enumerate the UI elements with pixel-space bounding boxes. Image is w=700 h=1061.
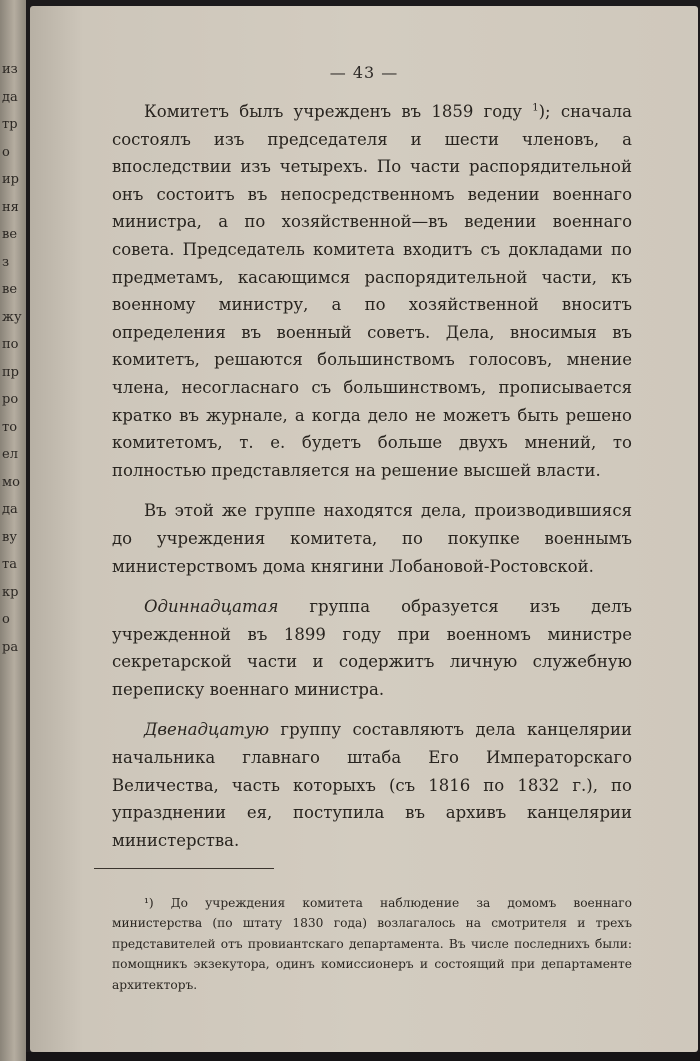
left-page-text-fragment: ня: [2, 199, 19, 215]
left-page-text-fragment: ел: [2, 447, 18, 462]
left-page-text-fragment: тр: [2, 117, 18, 132]
left-page-text-fragment: из: [2, 62, 18, 77]
paragraph: [112, 98, 632, 484]
left-page-text-fragment: то: [2, 419, 18, 435]
left-page-text-fragment: з: [2, 254, 10, 270]
emphasis-text: Двенадцатую: [144, 720, 270, 740]
paragraph-text: Комитетъ былъ учрежденъ въ 1859 году: [144, 102, 533, 121]
left-page-text-fragment: да: [2, 502, 18, 517]
left-page-text-fragment: мо: [2, 474, 20, 490]
footnote-separator: [94, 868, 274, 869]
left-page-text-fragment: о: [2, 612, 10, 627]
left-page-text-fragment: та: [2, 557, 17, 572]
paragraph-text: Въ этой же группе находятся дела, производившияся до учреждения комитета, по покупке военнымъ министерствомъ дома княгини Лобановой-Ростовской.: [112, 501, 632, 576]
paragraph: [112, 497, 632, 580]
footnote-marker: 1: [532, 102, 539, 114]
left-page-text-fragment: о: [2, 144, 10, 160]
paragraph: [112, 716, 632, 854]
paragraph: [112, 593, 632, 703]
paragraph-text: группу составляютъ дела канцелярии начальника главнаго штаба Его Императорскаго Величества, часть которыхъ (съ 1816 по 1832 г.), по упразднении ея, поступила въ архивъ канцелярии министерства.: [112, 720, 632, 850]
left-page-text-fragment: ве: [2, 282, 18, 297]
paragraph-text: группа образуется изъ делъ учрежденной въ 1899 году при военномъ министре секретарской части и содержитъ личную служебную переписку военнаго министра.: [112, 597, 632, 699]
footnote: ¹) До учреждения комитета наблюдение за домомъ военнаго министерства (по штату 1830 года) возлагалось на смотрителя и трехъ представителей отъ провиантскаго департамента. Въ числе последнихъ были: помощникъ экзекутора, одинъ комиссионеръ и состоящий при департаменте архитекторъ.: [112, 896, 632, 992]
adjacent-left-page: [0, 0, 26, 1061]
book-page: [30, 6, 698, 1052]
body-text: [112, 98, 632, 867]
emphasis-text: Одиннадцатая: [144, 597, 279, 617]
left-page-text-fragment: ву: [2, 529, 17, 545]
paragraph-text: ); сначала состоялъ изъ председателя и шести членовъ, а впоследствии изъ четырехъ. По части распорядительной онъ состоитъ въ непосредственномъ ведении военнаго министра, а по хозяйственной—въ ведении военнаго совета. Председатель комитета входитъ съ докладами по предметамъ, касающимся распорядительной части, къ военному министру, а по хозяйственной вноситъ определения въ военный советъ. Дела, вносимыя въ комитетъ, решаются большинствомъ голосовъ, мнение члена, несогласнаго съ большинствомъ, прописывается кратко въ журнале, а когда дело не можетъ быть решено комитетомъ, т. е. будетъ больше двухъ мнений, то полностью представляется на решение высшей власти.: [112, 102, 632, 480]
page-number: — 43 —: [329, 63, 399, 82]
left-page-text-fragment: ро: [2, 392, 19, 407]
left-page-text-fragment: пр: [2, 364, 19, 380]
left-page-text-fragment: да: [2, 89, 18, 105]
bottom-shadow: [26, 1052, 700, 1061]
left-page-text-fragment: ир: [2, 172, 19, 187]
left-page-text-fragment: кр: [2, 584, 19, 600]
left-page-text-fragment: ра: [2, 639, 19, 655]
left-page-text-fragment: по: [2, 337, 19, 352]
left-page-text-fragment: жу: [2, 309, 22, 325]
left-page-text-fragment: ве: [2, 227, 18, 242]
